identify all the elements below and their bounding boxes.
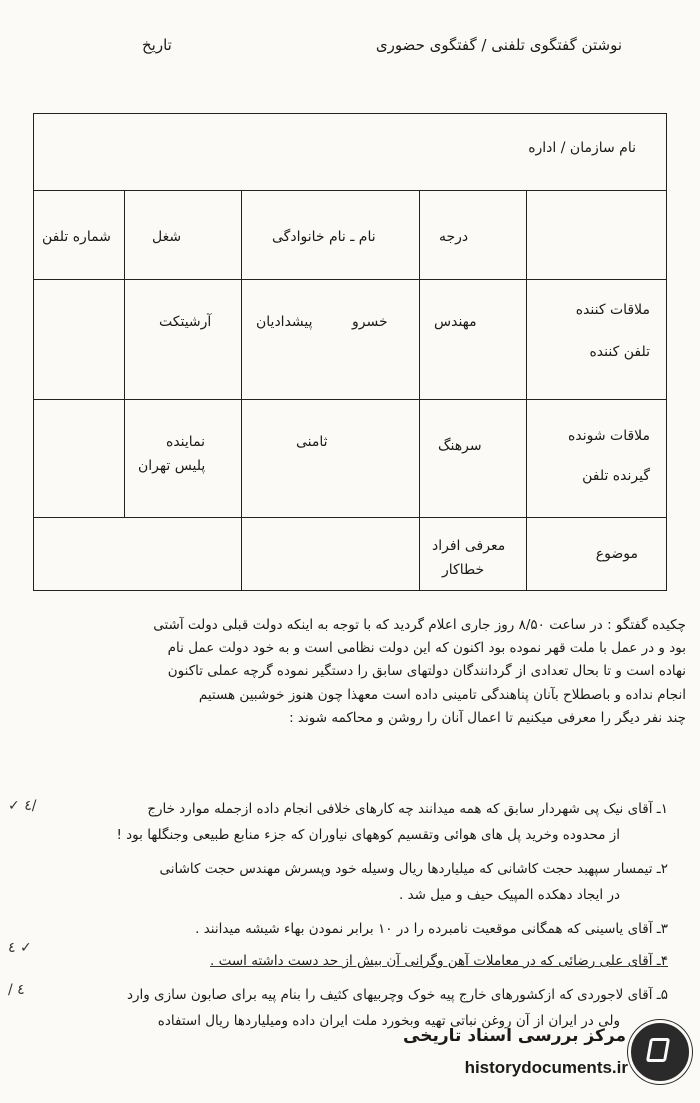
table-rule	[34, 517, 666, 518]
watermark-url: historydocuments.ir	[464, 1058, 628, 1077]
accused-list	[10, 796, 690, 1034]
host-job-line2: پلیس تهران	[138, 458, 206, 474]
summary-line: بود و در عمل با ملت قهر نموده بود اکنون که این دولت نظامی است و به خود دولت عمل نام	[167, 640, 686, 657]
underlined-text: ۴ـ آقای علی رضائی که در معاملات آهن وگرانی آن بیش از حد دست داشته است .	[210, 953, 668, 969]
table-rule	[241, 190, 242, 590]
handwritten-margin-mark: ✓ ٤/	[8, 798, 37, 814]
summary-line: چند نفر دیگر را معرفی میکنیم تا اعمال آنان را روشن و محاکمه شوند :	[289, 709, 686, 726]
subject-label: موضوع	[595, 546, 638, 562]
list-item-continuation: ولی در ایران از آن روغن نباتی تهیه وبخورد ملت ایران داده وميلياردها ريال استفاده	[157, 1013, 620, 1029]
list-item-continuation: از محدوده وخرید پل های هوائی وتقسیم کوههای نیاوران که جزء منابع طبیعی وجنگلها بود !	[116, 827, 620, 843]
table-rule	[419, 190, 420, 590]
organization-label: نام سازمان / اداره	[528, 140, 636, 156]
column-header-rank: درجه	[439, 229, 469, 245]
list-item: ۱ـ آقای نیک پی شهردار سابق که همه میدانند چه کارهای خلافی انجام داده ازجمله موارد خارج	[147, 801, 668, 817]
visitor-label: ملاقات کننده	[575, 302, 650, 318]
list-item: ۵ـ آقای لاجوردی که ازکشورهای خارج پیه خوک وچربیهای کثیف را بنام پیه برای صابون سازی وارد	[126, 987, 668, 1003]
summary-line: نهاده است و تا بحال تعدادی از گردانندگان دولتهای سابق را دستگیر نموده گرچه عملی تاکنون	[167, 663, 686, 680]
host-job-line1: نماینده	[166, 434, 206, 450]
list-item: ۳ـ آقای یاسینی که همگانی موقعیت نامبرده را در ۱۰ برابر نمودن بهاء شیشه میدانند .	[195, 921, 668, 937]
summary-line: چکیده گفتگو : در ساعت ۸/۵۰ روز جاری اعلام گردید که با توجه به اینکه دولت قبلی دولت آشتی	[153, 617, 686, 633]
list-item-continuation: در ایجاد دهکده المپیک حیف و میل شد .	[399, 887, 620, 903]
host-label: ملاقات شونده	[568, 428, 650, 444]
conversation-summary	[14, 614, 686, 730]
subject-line1: معرفی افراد	[432, 538, 506, 554]
date-label: تاریخ	[142, 36, 172, 54]
table-rule	[34, 399, 666, 400]
conversation-form-table	[33, 113, 667, 591]
list-item	[10, 882, 690, 908]
archive-logo-icon	[628, 1020, 692, 1084]
form-type-heading: نوشتن گفتگوی تلفنی / گفتگوی حضوری	[375, 36, 622, 54]
subject-line2: خطاکار	[442, 562, 485, 578]
host-name: ثامنی	[296, 434, 328, 450]
summary-line: انجام نداده و باصطلاح بآنان پناهندگی تامینی داده است معهذا چون هنوز خوشبین هستیم	[198, 686, 686, 703]
table-rule	[124, 190, 125, 517]
caller-label: تلفن کننده	[589, 344, 650, 360]
visitor-job: آرشیتکت	[159, 314, 212, 330]
visitor-last-name: پیشدادیان	[256, 314, 313, 330]
handwritten-margin-mark: ٤ ✓	[8, 940, 32, 956]
table-rule	[34, 190, 666, 191]
visitor-rank: مهندس	[434, 314, 477, 330]
column-header-name: نام ـ نام خانوادگی	[272, 229, 376, 245]
visitor-first-name: خسرو	[352, 314, 388, 330]
table-rule	[34, 279, 666, 280]
list-item	[10, 948, 690, 974]
archive-watermark	[403, 1018, 692, 1094]
handwritten-margin-mark: / ٤	[8, 982, 25, 998]
host-rank: سرهنگ	[438, 438, 482, 454]
table-rule	[526, 190, 527, 590]
watermark-title: مرکز بررسی اسناد تاریخی	[403, 1026, 626, 1046]
column-header-phone: شماره تلفن	[42, 229, 111, 245]
receiver-label: گیرنده تلفن	[582, 468, 650, 484]
column-header-job: شغل	[152, 229, 182, 245]
list-item	[10, 822, 690, 848]
list-item: ۲ـ تیمسار سپهبد حجت کاشانی که میلیاردها ریال وسیله خود وپسرش مهندس حجت کاشانی	[159, 861, 668, 877]
